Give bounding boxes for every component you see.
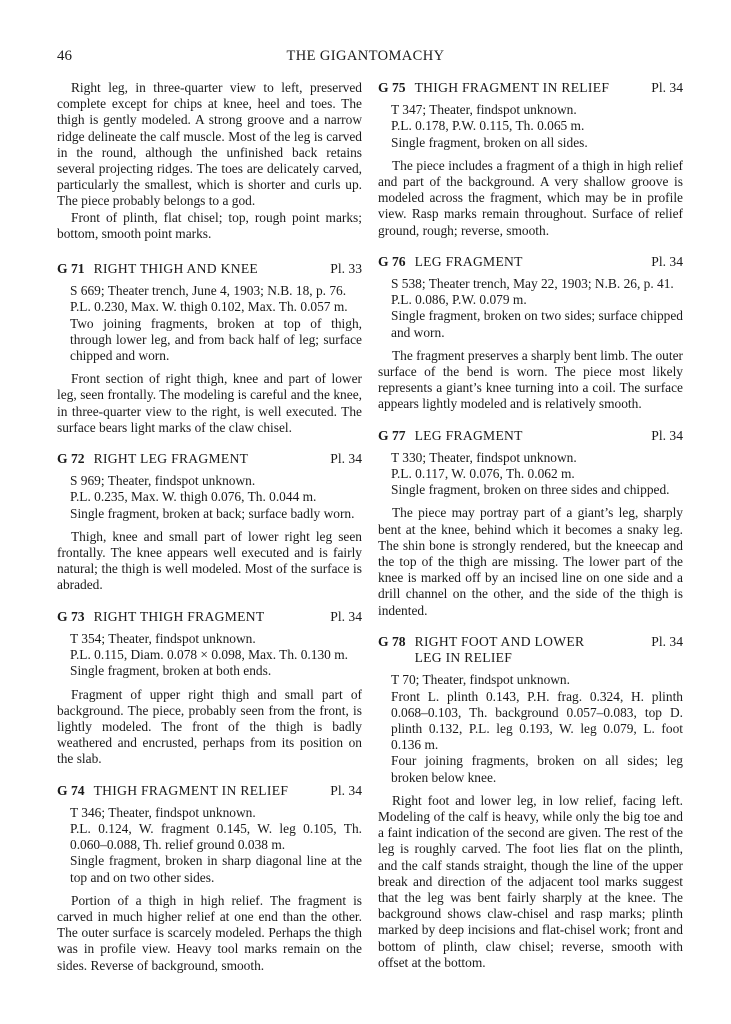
plate-reference: Pl. 34 (651, 427, 683, 443)
dimensions-line: P.L. 0.115, Diam. 0.078 × 0.098, Max. Th. 0.130 m. (70, 647, 348, 663)
dimensions-line: P.L. 0.086, P.W. 0.079 m. (391, 292, 527, 308)
entry-heading (57, 261, 362, 277)
entry-description: The piece may portray part of a giant’s leg, sharply bent at the knee, behind which it becomes a snaky leg. The shin bone is strongly rendered, but the kneecap and the top of the thigh are missing. The lower part of the knee is marked off by an incised line on one side and a drill channel on the other, and the side of the thigh is indented. (378, 505, 683, 618)
entry-description: Fragment of upper right thigh and small part of background. The piece, probably seen from the front, is lightly modeled. The front of the thigh is badly weathered and encrusted, perhaps from its position on the slab. (57, 686, 362, 767)
entry-description: Thigh, knee and small part of lower right leg seen frontally. The knee appears well executed and is fairly natural; the thigh is well modeled. Most of the surface is abraded. (57, 528, 362, 593)
condition-line: Single fragment, broken at both ends. (70, 663, 272, 679)
inventory-line: T 70; Theater, findspot unknown. (391, 672, 570, 688)
catalog-entry-g72 (57, 451, 362, 594)
condition-line: Single fragment, broken in sharp diagonal line at the top and on two other sides. (70, 853, 362, 885)
condition-line: Single fragment, broken on all sides. (391, 134, 588, 150)
catalog-entry-g71 (57, 261, 362, 436)
plate-reference: Pl. 34 (651, 253, 683, 269)
entry-title: THIGH FRAGMENT IN RELIEF (414, 80, 610, 95)
dimensions-line: P.L. 0.117, W. 0.076, Th. 0.062 m. (391, 466, 575, 482)
entry-metadata (57, 283, 362, 364)
plate-reference: Pl. 34 (330, 782, 362, 798)
plate-reference: Pl. 34 (651, 633, 683, 649)
entry-heading (378, 80, 683, 96)
entry-number: G 75 (378, 80, 406, 95)
dimensions-line: P.L. 0.178, P.W. 0.115, Th. 0.065 m. (391, 118, 585, 134)
entry-number: G 74 (57, 782, 85, 798)
entry-title: RIGHT THIGH FRAGMENT (93, 608, 265, 624)
catalog-entry-g77 (378, 428, 683, 619)
condition-line: Single fragment, broken on three sides and chipped. (391, 482, 670, 498)
condition-line: Four joining fragments, broken on all sides; leg broken below knee. (391, 753, 683, 785)
inventory-line: T 346; Theater, findspot unknown. (70, 804, 256, 820)
inventory-line: S 969; Theater, findspot unknown. (70, 473, 256, 489)
dimensions-line: Front L. plinth 0.143, P.H. frag. 0.324, H. plinth 0.068–0.103, Th. background 0.057–0.083, top D. plinth 0.132, P.L. leg 0.193, W. leg 0.079, L. foot 0.136 m. (391, 688, 683, 753)
catalog-entry-g76 (378, 254, 683, 413)
entry-metadata (378, 672, 683, 785)
entry-title: LEG FRAGMENT (414, 253, 523, 269)
plate-reference: Pl. 34 (330, 608, 362, 624)
entry-title: LEG FRAGMENT (414, 427, 523, 443)
entry-number: G 76 (378, 253, 406, 269)
entry-heading (378, 428, 683, 444)
entry-number: G 77 (378, 427, 406, 443)
entry-heading (57, 783, 362, 799)
right-column (378, 80, 683, 971)
entry-description: Front section of right thigh, knee and part of lower leg, seen frontally. The modeling is careful and the knee, in three-quarter view to the right, is well executed. The surface bears light marks of the claw chisel. (57, 371, 362, 435)
entry-number: G 73 (57, 608, 85, 624)
entry-heading (57, 451, 362, 467)
entry-heading (57, 609, 362, 625)
plate-reference: Pl. 34 (651, 80, 683, 95)
intro-paragraph: Front of plinth, flat chisel; top, rough point marks; bottom, smooth point marks. (57, 209, 362, 241)
entry-heading (378, 634, 683, 666)
entry-metadata (378, 276, 683, 341)
condition-line: Single fragment, broken on two sides; surface chipped and worn. (391, 308, 683, 340)
entry-title: RIGHT FOOT AND LOWER LEG IN RELIEF (414, 633, 585, 666)
page-number: 46 (57, 48, 72, 64)
running-title: THE GIGANTOMACHY (286, 48, 445, 64)
inventory-line: T 347; Theater, findspot unknown. (391, 102, 577, 118)
entry-metadata (378, 102, 683, 151)
entry-metadata (57, 473, 362, 522)
inventory-line: S 669; Theater trench, June 4, 1903; N.B. 18, p. 76. (70, 283, 347, 299)
condition-line: Single fragment, broken at back; surface badly worn. (70, 505, 355, 521)
entry-number: G 72 (57, 451, 85, 467)
dimensions-line: P.L. 0.124, W. fragment 0.145, W. leg 0.105, Th. 0.060–0.088, Th. relief ground 0.038 m. (70, 820, 362, 853)
entry-description: Portion of a thigh in high relief. The fragment is carved in much higher relief at one end than the other. The outer surface is scarcely modeled. Perhaps the thigh was in profile view. Heavy tool marks remain on the sides. Reverse of background, smooth. (57, 892, 362, 973)
entry-title: RIGHT LEG FRAGMENT (93, 451, 249, 467)
dimensions-line: P.L. 0.230, Max. W. thigh 0.102, Max. Th. 0.057 m. (70, 299, 348, 315)
entry-metadata (378, 450, 683, 499)
entry-title: RIGHT THIGH AND KNEE (93, 261, 259, 277)
inventory-line: S 538; Theater trench, May 22, 1903; N.B. 26, p. 41. (391, 276, 674, 292)
dimensions-line: P.L. 0.235, Max. W. thigh 0.076, Th. 0.044 m. (70, 489, 317, 505)
entry-metadata (57, 631, 362, 680)
plate-reference: Pl. 33 (330, 261, 362, 277)
entry-metadata (57, 805, 362, 886)
catalog-entry-g73 (57, 609, 362, 768)
inventory-line: T 330; Theater, findspot unknown. (391, 449, 577, 465)
entry-description: Right foot and lower leg, in low relief, facing left. Modeling of the calf is heavy, while only the big toe and a faint indication of the second are given. The rest of the leg is roughly carved. The foot lies flat on the plinth, and the calf stands straight, though the line of the upper break and direction of the adjacent tool marks suggest that the leg was bent fairly sharply at the knee. The background shows claw-chisel and rasp marks; plinth marked by deep incisions and flat-chisel work; front and bottom of plinth, claw chisel; reverse, smooth with offset at the bottom. (378, 792, 683, 970)
catalog-entry-g78 (378, 634, 683, 971)
intro-paragraph: Right leg, in three-quarter view to left, preserved complete except for chips at knee, heel and toes. The thigh is gently modeled. A strong groove and a narrow ridge delineate the calf muscle. Most of the leg is carved in the round, although the unfinished back retains several projecting ridges. The toes are delicately carved, particularly the smallest, which is shorter and curls up. The piece probably belongs to a god. (57, 80, 362, 209)
condition-line: Two joining fragments, broken at top of thigh, through lower leg, and from back half of leg; surface chipped and worn. (70, 315, 362, 364)
catalog-entry-g74 (57, 783, 362, 974)
plate-reference: Pl. 34 (330, 451, 362, 467)
entry-description: The piece includes a fragment of a thigh in high relief and part of the background. A very shallow groove is modeled across the fragment, which may be in profile view. Rasp marks remain throughout. Surface of relief ground, rough; reverse, smooth. (378, 157, 683, 238)
entry-title: THIGH FRAGMENT IN RELIEF (93, 782, 289, 798)
left-column (57, 80, 362, 974)
entry-number: G 71 (57, 261, 85, 277)
entry-number: G 78 (378, 633, 406, 649)
inventory-line: T 354; Theater, findspot unknown. (70, 630, 256, 646)
catalog-entry-g75 (378, 80, 683, 239)
entry-description: The fragment preserves a sharply bent limb. The outer surface of the bend is worn. The piece most likely represents a giant’s knee turning into a coil. The surface appears lightly modeled and is relatively smooth. (378, 347, 683, 412)
entry-heading (378, 254, 683, 270)
